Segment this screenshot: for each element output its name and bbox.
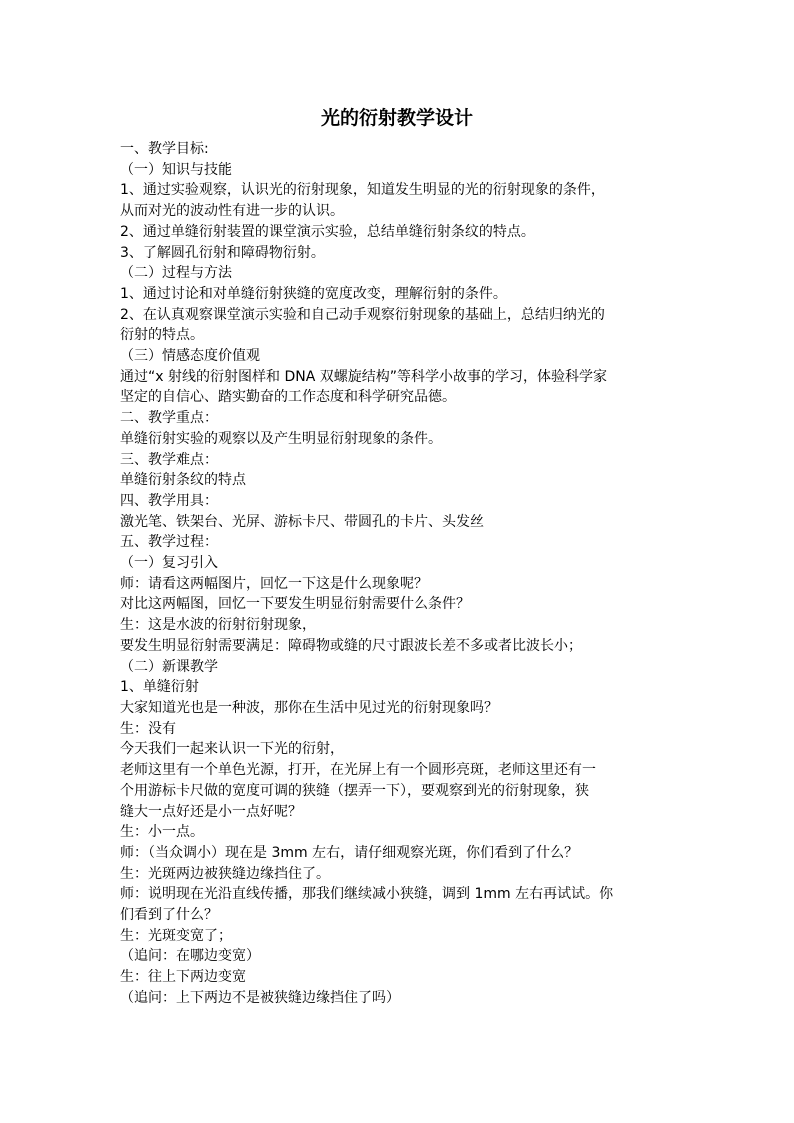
text-line: （追问：在哪边变宽） bbox=[120, 948, 260, 965]
text-line: 1、通过讨论和对单缝衍射狭缝的宽度改变，理解衍射的条件。 bbox=[120, 285, 507, 302]
text-line: 二、教学重点： bbox=[120, 410, 218, 427]
text-line: 对比这两幅图，回忆一下要发生明显衍射需要什么条件？ bbox=[120, 596, 470, 613]
document-body bbox=[120, 139, 680, 1009]
text-line: 要发生明显衍射需要满足：障碍物或缝的尺寸跟波长差不多或者比波长小； bbox=[120, 637, 582, 654]
text-line: 师：请看这两幅图片，回忆一下这是什么现象呢？ bbox=[120, 575, 428, 592]
text-line: 老师这里有一个单色光源，打开，在光屏上有一个圆形亮斑，老师这里还有一 bbox=[120, 762, 596, 779]
text-line: 大家知道光也是一种波，那你在生活中见过光的衍射现象吗？ bbox=[120, 699, 498, 716]
text-line: 从而对光的波动性有进一步的认识。 bbox=[120, 203, 344, 220]
text-line: 五、教学过程： bbox=[120, 534, 218, 551]
text-line: 师：（当众调小）现在是 3mm 左右，请仔细观察光斑，你们看到了什么？ bbox=[120, 844, 579, 861]
text-line: 激光笔、铁架台、光屏、游标卡尺、带圆孔的卡片、头发丝 bbox=[120, 513, 484, 530]
document-title: 光的衍射教学设计 bbox=[320, 107, 473, 129]
text-line: 生：光斑两边被狭缝边缘挡住了。 bbox=[120, 865, 330, 882]
text-line: 衍射的特点。 bbox=[120, 327, 204, 344]
text-line: 缝大一点好还是小一点好呢？ bbox=[120, 803, 302, 820]
text-line: 2、通过单缝衍射装置的课堂演示实验，总结单缝衍射条纹的特点。 bbox=[120, 223, 535, 240]
text-line: （一）知识与技能 bbox=[120, 161, 232, 178]
text-line: （一）复习引入 bbox=[120, 555, 218, 572]
text-line: 们看到了什么？ bbox=[120, 907, 218, 924]
text-line: 1、单缝衍射 bbox=[120, 679, 199, 696]
text-line: 通过“x 射线的衍射图样和 DNA 双螺旋结构”等科学小故事的学习，体验科学家 bbox=[120, 368, 607, 385]
text-line: 三、教学难点： bbox=[120, 451, 218, 468]
text-line: 坚定的自信心、踏实勤奋的工作态度和科学研究品德。 bbox=[120, 389, 456, 406]
text-line: 一、教学目标: bbox=[120, 141, 209, 157]
text-line: （追问：上下两边不是被狭缝边缘挡住了吗） bbox=[120, 989, 400, 1006]
text-line: 生：往上下两边变宽 bbox=[120, 969, 246, 986]
text-line: 1、通过实验观察，认识光的衍射现象，知道发生明显的光的衍射现象的条件， bbox=[120, 182, 605, 199]
text-line: 单缝衍射实验的观察以及产生明显衍射现象的条件。 bbox=[120, 430, 442, 447]
text-line: 师：说明现在光沿直线传播，那我们继续减小狭缝，调到 1mm 左右再试试。你 bbox=[120, 886, 614, 903]
text-line: 生：没有 bbox=[120, 720, 176, 737]
text-line: 2、在认真观察课堂演示实验和自己动手观察衍射现象的基础上，总结归纳光的 bbox=[120, 306, 605, 323]
text-line: 生：小一点。 bbox=[120, 824, 204, 841]
text-line: 生：光斑变宽了； bbox=[120, 927, 232, 944]
text-line: 四、教学用具： bbox=[120, 492, 218, 509]
text-line: 个用游标卡尺做的宽度可调的狭缝（摆弄一下），要观察到光的衍射现象，狭 bbox=[120, 782, 589, 799]
text-line: （二）新课教学 bbox=[120, 658, 218, 675]
text-line: 单缝衍射条纹的特点 bbox=[120, 472, 246, 489]
text-line: （三）情感态度价值观 bbox=[120, 348, 260, 365]
text-line: 3、了解圆孔衍射和障碍物衍射。 bbox=[120, 244, 325, 261]
text-line: 生：这是水波的衍射衍射现象， bbox=[120, 617, 316, 634]
text-line: 今天我们一起来认识一下光的衍射， bbox=[120, 741, 344, 758]
text-line: （二）过程与方法 bbox=[120, 265, 232, 282]
